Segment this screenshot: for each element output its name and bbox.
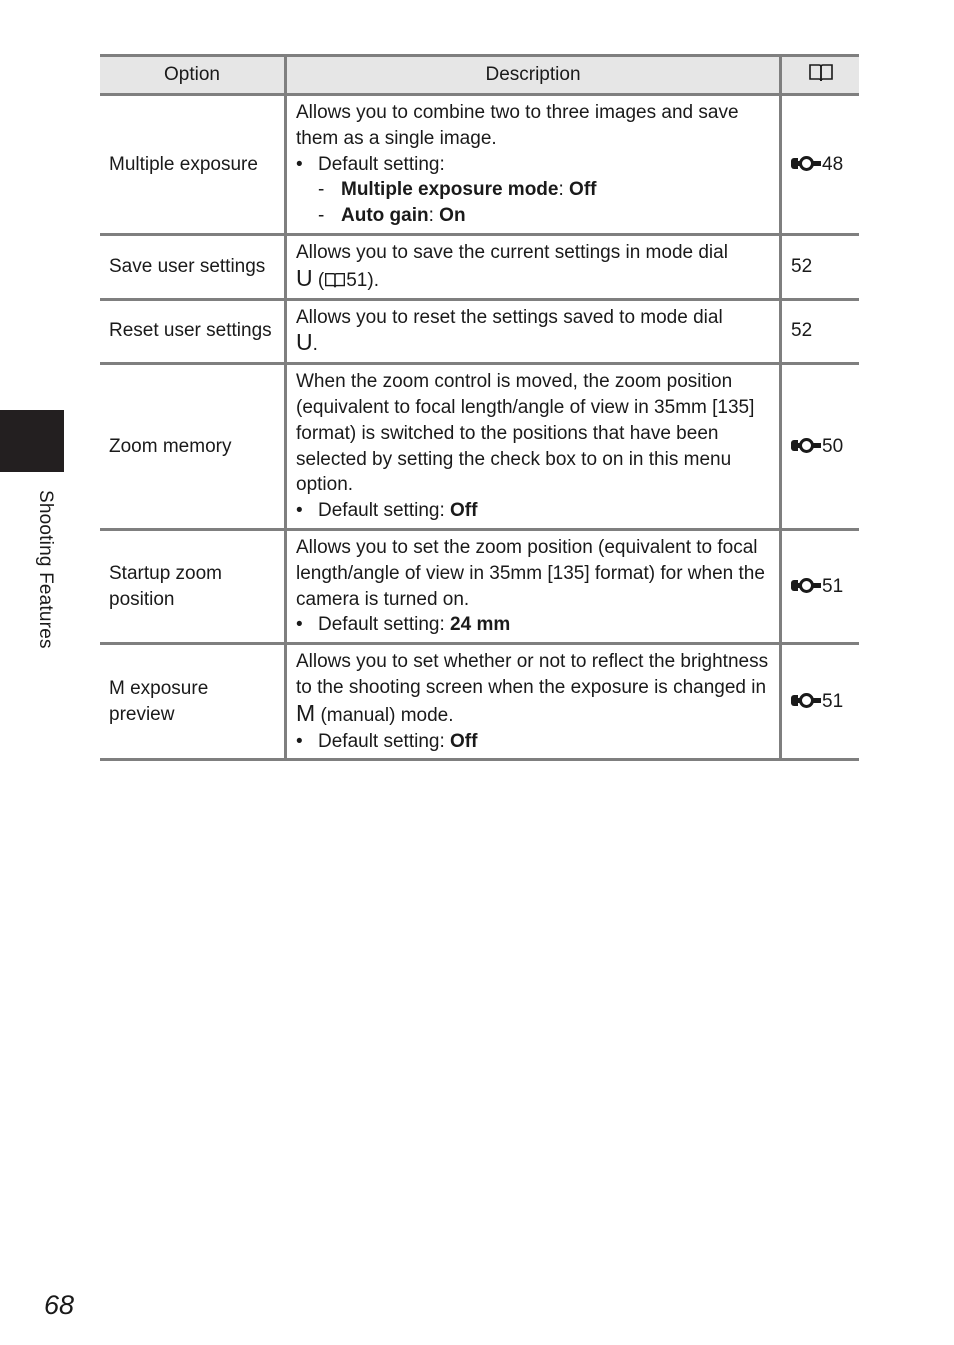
page-link[interactable]: 51 bbox=[346, 269, 368, 291]
table-row bbox=[100, 299, 859, 364]
options-table bbox=[100, 54, 859, 761]
reference-page: 50 bbox=[822, 435, 844, 457]
table-row bbox=[100, 95, 859, 235]
description-text: Allows you to set whether or not to reflect the brightness to the shooting screen when the exposure is changed in M (manual) mode. bbox=[296, 651, 769, 726]
option-description: Allows you to reset the settings saved to mode dial U. bbox=[286, 299, 781, 364]
option-description bbox=[286, 529, 781, 643]
option-name: Startup zoom position bbox=[100, 529, 286, 643]
table-row bbox=[100, 529, 859, 643]
table-header-row bbox=[100, 56, 859, 95]
table-row bbox=[100, 644, 859, 760]
option-description bbox=[286, 364, 781, 530]
page-number: 68 bbox=[44, 1290, 75, 1320]
description-text: Allows you to reset the settings saved to mode dial bbox=[296, 306, 723, 328]
reference-cell bbox=[781, 644, 860, 760]
default-setting: • Default setting: Off bbox=[296, 500, 478, 522]
table-row bbox=[100, 235, 859, 300]
reference-section-icon bbox=[791, 156, 821, 171]
mode-dial-u-icon: U bbox=[296, 329, 313, 356]
option-description bbox=[286, 644, 781, 760]
reference-page: 48 bbox=[822, 153, 844, 175]
option-description: Allows you to save the current settings in mode dial U ( 51). bbox=[286, 235, 781, 300]
table-row bbox=[100, 364, 859, 530]
book-icon bbox=[808, 63, 834, 83]
option-name: Reset user settings bbox=[100, 299, 286, 364]
option-name: Save user settings bbox=[100, 235, 286, 300]
book-icon bbox=[324, 272, 346, 289]
reference-cell bbox=[781, 529, 860, 643]
reference-cell bbox=[781, 364, 860, 530]
description-text: When the zoom control is moved, the zoom position (equivalent to focal length/angle of view in 35mm [135] format) is switched to the positions that have been selected by setting the check box to on in this menu option. bbox=[296, 371, 755, 496]
default-setting: • Default setting: 24 mm bbox=[296, 614, 511, 636]
header-description: Description bbox=[286, 56, 781, 95]
sub-setting: - Multiple exposure mode: Off bbox=[318, 179, 597, 201]
description-text: Allows you to set the zoom position (equivalent to focal length/angle of view in 35mm [135] format) for when the camera is turned on. bbox=[296, 536, 765, 610]
section-tab-marker bbox=[0, 410, 64, 472]
reference-cell bbox=[781, 95, 860, 235]
reference-section-icon bbox=[791, 438, 821, 453]
description-text: Allows you to combine two to three images and save them as a single image. bbox=[296, 102, 739, 149]
sub-setting: - Auto gain: On bbox=[318, 205, 466, 227]
header-reference bbox=[781, 56, 860, 95]
header-option: Option bbox=[100, 56, 286, 95]
reference-section-icon bbox=[791, 578, 821, 593]
reference-page: 51 bbox=[822, 690, 844, 712]
option-description bbox=[286, 95, 781, 235]
section-label: Shooting Features bbox=[35, 490, 56, 649]
mode-dial-u-icon: U bbox=[296, 264, 313, 291]
description-text: Allows you to save the current settings in mode dial bbox=[296, 242, 728, 263]
reference-page: 51 bbox=[822, 575, 844, 597]
reference-page: 52 bbox=[781, 235, 860, 300]
option-name: Zoom memory bbox=[100, 364, 286, 530]
reference-section-icon bbox=[791, 693, 821, 708]
reference-page: 52 bbox=[781, 299, 860, 364]
option-name: Multiple exposure bbox=[100, 95, 286, 235]
default-setting: • Default setting: bbox=[296, 153, 445, 175]
option-name: M exposure preview bbox=[100, 644, 286, 760]
default-setting: • Default setting: Off bbox=[296, 730, 478, 752]
manual-mode-m-icon: M bbox=[296, 699, 316, 726]
